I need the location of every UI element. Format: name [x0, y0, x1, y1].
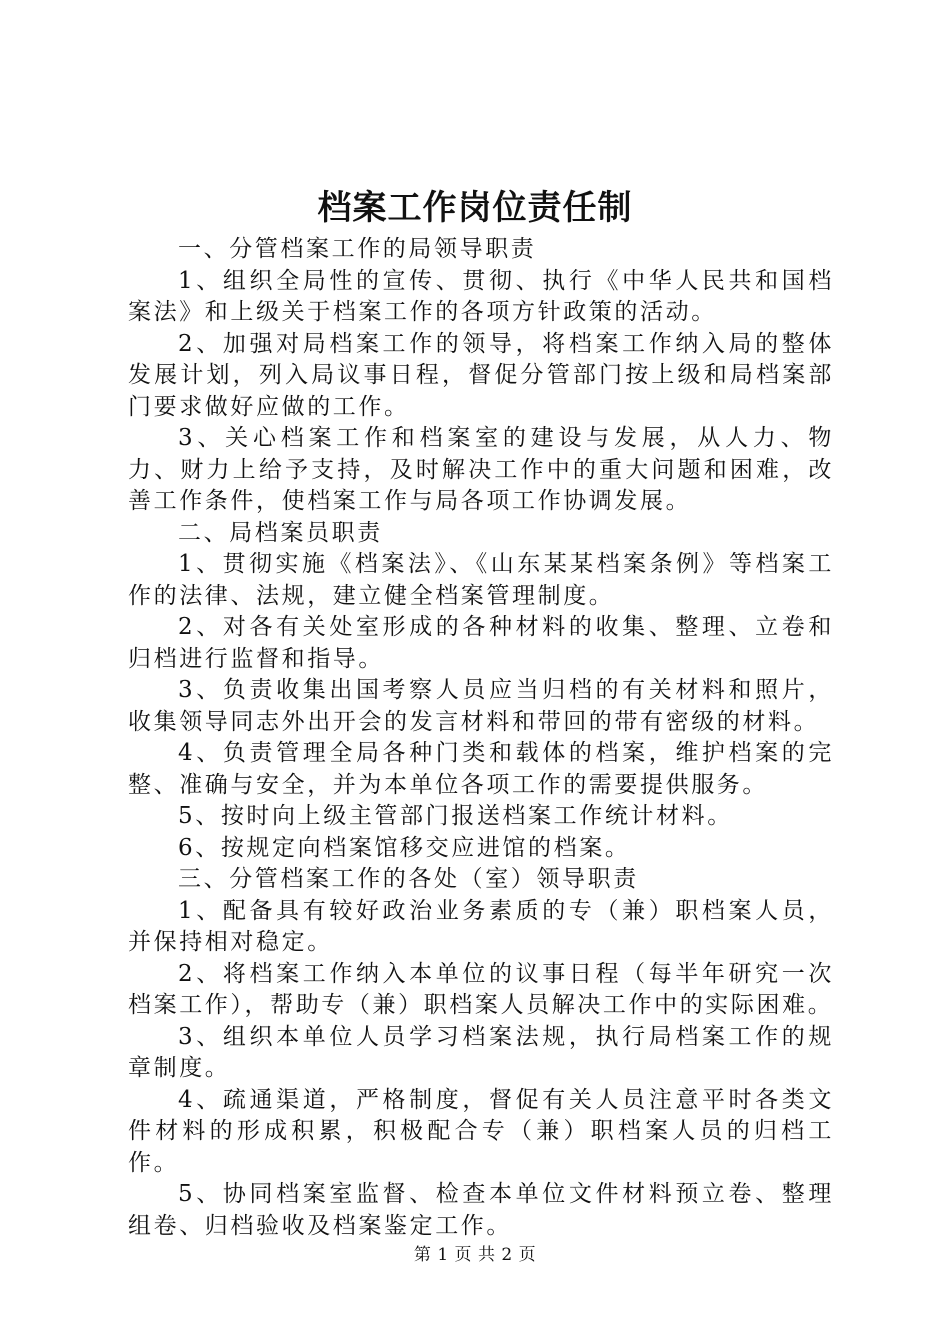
section-heading: 三、分管档案工作的各处（室）领导职责: [178, 866, 639, 892]
paragraph: 3、组织本单位人员学习档案法规，执行局档案工作的规章制度。: [128, 1023, 834, 1081]
document-body: [128, 234, 834, 1242]
paragraph: 5、协同档案室监督、检查本单位文件材料预立卷、整理组卷、归档验收及档案鉴定工作。: [128, 1181, 834, 1239]
paragraph: 1、贯彻实施《档案法》、《山东某某档案条例》等档案工作的法律、法规，建立健全档案管理制度。: [128, 551, 834, 609]
section-heading: 一、分管档案工作的局领导职责: [178, 236, 537, 262]
paragraph: 3、关心档案工作和档案室的建设与发展，从人力、物力、财力上给予支持，及时解决工作中的重大问题和困难，改善工作条件，使档案工作与局各项工作协调发展。: [128, 425, 834, 514]
paragraph: 2、对各有关处室形成的各种材料的收集、整理、立卷和归档进行监督和指导。: [128, 614, 834, 672]
paragraph: 5、按时向上级主管部门报送档案工作统计材料。: [178, 803, 733, 829]
document-title: 档案工作岗位责任制: [317, 188, 633, 228]
paragraph: 1、配备具有较好政治业务素质的专（兼）职档案人员，并保持相对稳定。: [128, 897, 834, 955]
paragraph: 3、负责收集出国考察人员应当归档的有关材料和照片，收集领导同志外出开会的发言材料和带回的带有密级的材料。: [128, 677, 834, 735]
paragraph: 4、负责管理全局各种门类和载体的档案，维护档案的完整、准确与安全，并为本单位各项工作的需要提供服务。: [128, 740, 834, 798]
paragraph: 2、加强对局档案工作的领导，将档案工作纳入局的整体发展计划，列入局议事日程，督促分管部门按上级和局档案部门要求做好应做的工作。: [128, 330, 834, 420]
section-heading: 二、局档案员职责: [178, 519, 383, 546]
paragraph: 4、疏通渠道，严格制度，督促有关人员注意平时各类文件材料的形成积累，积极配合专（兼）职档案人员的归档工作。: [128, 1086, 834, 1176]
paragraph: 6、按规定向档案馆移交应进馆的档案。: [178, 834, 631, 861]
paragraph: 2、将档案工作纳入本单位的议事日程（每半年研究一次档案工作），帮助专（兼）职档案人员解决工作中的实际困难。: [128, 960, 834, 1018]
page-number: 第 1 页 共 2 页: [413, 1245, 537, 1265]
paragraph: 1、组织全局性的宣传、贯彻、执行《中华人民共和国档案法》和上级关于档案工作的各项方针政策的活动。: [128, 267, 834, 325]
